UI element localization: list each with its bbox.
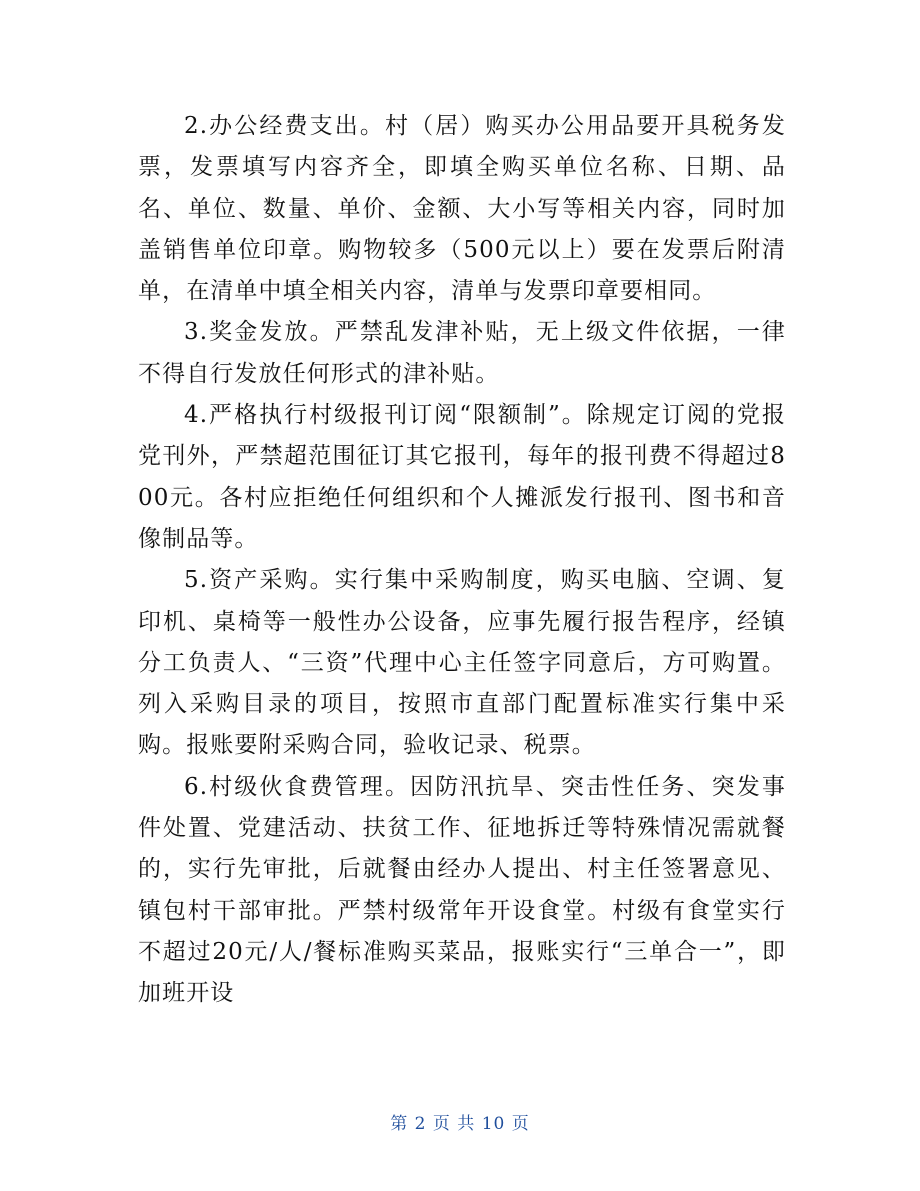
paragraph-asset-procurement: 5.资产采购。实行集中采购制度，购买电脑、空调、复印机、桌椅等一般性办公设备，应事先履行报告程序，经镇分工负责人、“三资”代理中心主任签字同意后，方可购置。列入采购目录的项目，按照市直部门配置标准实行集中采购。报账要附采购合同，验收记录、税票。 [138, 567, 786, 759]
document-body [138, 106, 786, 1015]
paragraph-meal-expenses: 6.村级伙食费管理。因防汛抗旱、突击性任务、突发事件处置、党建活动、扶贫工作、征地拆迁等特殊情况需就餐的，实行先审批，后就餐由经办人提出、村主任签署意见、镇包村干部审批。严禁村级常年开设食堂。村级有食堂实行不超过20元/人/餐标准购买菜品，报账实行“三单合一”，即加班开设 [138, 773, 786, 1007]
paragraph-bonus-distribution: 3.奖金发放。严禁乱发津补贴，无上级文件依据，一律不得自行发放任何形式的津补贴。 [138, 319, 786, 387]
paragraph-office-expenses: 2.办公经费支出。村（居）购买办公用品要开具税务发票，发票填写内容齐全，即填全购买单位名称、日期、品名、单位、数量、单价、金额、大小写等相关内容，同时加盖销售单位印章。购物较多（500元以上）要在发票后附清单，在清单中填全相关内容，清单与发票印章要相同。 [138, 113, 786, 305]
page-number-footer: 第 2 页 共 10 页 [390, 1114, 530, 1134]
paragraph-newspaper-subscription: 4.严格执行村级报刊订阅“限额制”。除规定订阅的党报党刊外，严禁超范围征订其它报刊，每年的报刊费不得超过800元。各村应拒绝任何组织和个人摊派发行报刊、图书和音像制品等。 [138, 402, 786, 552]
